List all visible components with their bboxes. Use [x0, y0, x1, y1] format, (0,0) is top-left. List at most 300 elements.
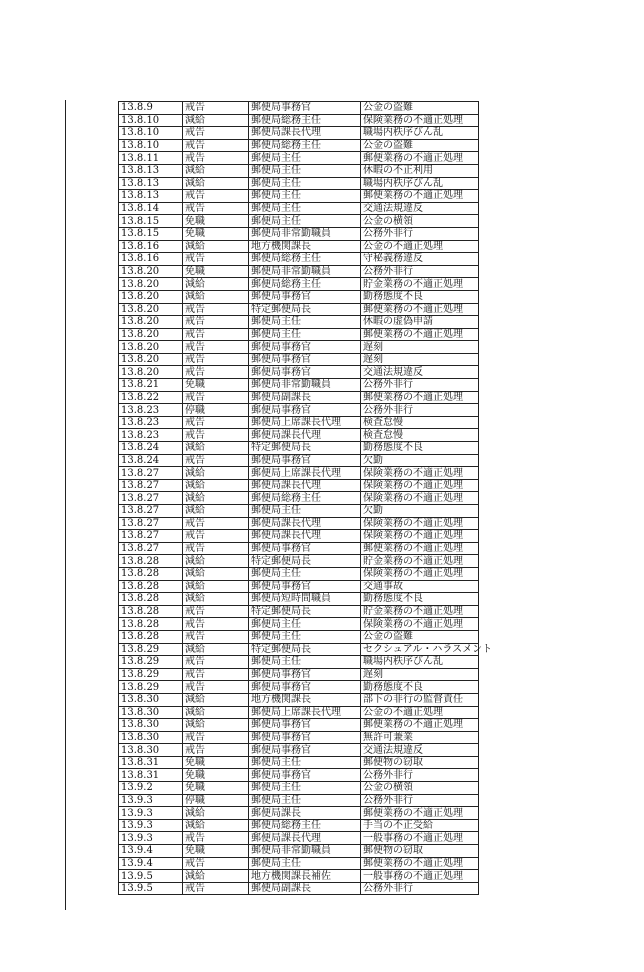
action-cell: 戒告 [183, 656, 249, 669]
position-cell: 郵便局主任 [249, 756, 361, 769]
reason-cell: 公務外非行 [361, 769, 479, 782]
action-cell: 戒告 [183, 341, 249, 354]
reason-cell: 郵便業務の不適正処理 [361, 542, 479, 555]
date-cell: 13.8.29 [119, 656, 183, 669]
position-cell: 郵便局事務官 [249, 580, 361, 593]
date-cell: 13.8.16 [119, 240, 183, 253]
action-cell: 戒告 [183, 630, 249, 643]
action-cell: 免職 [183, 215, 249, 228]
table-row [119, 341, 479, 354]
reason-cell: 保険業務の不適正処理 [361, 567, 479, 580]
reason-cell: 郵便業務の不適正処理 [361, 807, 479, 820]
position-cell: 郵便局主任 [249, 794, 361, 807]
reason-cell: 検査怠慢 [361, 429, 479, 442]
position-cell: 郵便局非常勤職員 [249, 379, 361, 392]
position-cell: 郵便局主任 [249, 857, 361, 870]
action-cell: 減給 [183, 643, 249, 656]
table-row [119, 693, 479, 706]
date-cell: 13.8.29 [119, 681, 183, 694]
table-row [119, 429, 479, 442]
action-cell: 戒告 [183, 744, 249, 757]
action-cell: 減給 [183, 240, 249, 253]
position-cell: 郵便局主任 [249, 567, 361, 580]
table-row [119, 593, 479, 606]
reason-cell: 勤務態度不良 [361, 681, 479, 694]
reason-cell: 遅刻 [361, 341, 479, 354]
action-cell: 戒告 [183, 316, 249, 329]
reason-cell: 郵便業務の不適正処理 [361, 190, 479, 203]
action-cell: 減給 [183, 114, 249, 127]
action-cell: 減給 [183, 505, 249, 518]
reason-cell: 公金の盗難 [361, 139, 479, 152]
table-row [119, 643, 479, 656]
position-cell: 郵便局上席課長代理 [249, 467, 361, 480]
reason-cell: 保険業務の不適正処理 [361, 114, 479, 127]
date-cell: 13.8.27 [119, 530, 183, 543]
action-cell: 戒告 [183, 542, 249, 555]
position-cell: 郵便局事務官 [249, 404, 361, 417]
action-cell: 戒告 [183, 832, 249, 845]
table-row [119, 756, 479, 769]
table-row [119, 366, 479, 379]
position-cell: 郵便局非常勤職員 [249, 845, 361, 858]
position-cell: 特定郵便局長 [249, 605, 361, 618]
position-cell: 郵便局課長代理 [249, 127, 361, 140]
action-cell: 免職 [183, 845, 249, 858]
date-cell: 13.8.10 [119, 139, 183, 152]
position-cell: 郵便局上席課長代理 [249, 706, 361, 719]
position-cell: 特定郵便局長 [249, 303, 361, 316]
action-cell: 免職 [183, 379, 249, 392]
reason-cell: 公務外非行 [361, 794, 479, 807]
action-cell: 免職 [183, 782, 249, 795]
table-row [119, 744, 479, 757]
position-cell: 郵便局主任 [249, 215, 361, 228]
table-row [119, 215, 479, 228]
date-cell: 13.9.3 [119, 807, 183, 820]
disciplinary-actions-table [118, 101, 493, 895]
reason-cell: 部下の非行の監督責任 [361, 693, 479, 706]
reason-cell: 保険業務の不適正処理 [361, 492, 479, 505]
reason-cell: 交通事故 [361, 580, 479, 593]
position-cell: 郵便局非常勤職員 [249, 227, 361, 240]
date-cell: 13.8.11 [119, 152, 183, 165]
position-cell: 郵便局主任 [249, 630, 361, 643]
table-row [119, 353, 479, 366]
date-cell: 13.9.5 [119, 882, 183, 895]
action-cell: 減給 [183, 479, 249, 492]
position-cell: 郵便局事務官 [249, 454, 361, 467]
reason-cell: 欠勤 [361, 505, 479, 518]
reason-cell: 郵便業務の不適正処理 [361, 328, 479, 341]
action-cell: 戒告 [183, 391, 249, 404]
reason-cell: 貯金業務の不適正処理 [361, 605, 479, 618]
table-row [119, 555, 479, 568]
action-cell: 戒告 [183, 668, 249, 681]
table-row [119, 190, 479, 203]
table-row [119, 731, 479, 744]
date-cell: 13.8.9 [119, 102, 183, 115]
position-cell: 郵便局事務官 [249, 719, 361, 732]
reason-cell: 公金の不適正処理 [361, 706, 479, 719]
reason-cell: 公務外非行 [361, 265, 479, 278]
reason-cell: 公金の盗難 [361, 102, 479, 115]
table-row [119, 454, 479, 467]
date-cell: 13.8.21 [119, 379, 183, 392]
date-cell: 13.8.10 [119, 127, 183, 140]
date-cell: 13.8.22 [119, 391, 183, 404]
action-cell: 戒告 [183, 202, 249, 215]
date-cell: 13.9.3 [119, 832, 183, 845]
reason-cell: セクシュアル・ハラスメント [361, 643, 479, 656]
action-cell: 戒告 [183, 857, 249, 870]
position-cell: 郵便局総務主任 [249, 819, 361, 832]
table-row [119, 265, 479, 278]
date-cell: 13.8.27 [119, 467, 183, 480]
reason-cell: 交通法規違反 [361, 202, 479, 215]
action-cell: 免職 [183, 756, 249, 769]
reason-cell: 欠勤 [361, 454, 479, 467]
action-cell: 減給 [183, 706, 249, 719]
action-cell: 免職 [183, 265, 249, 278]
table-row [119, 164, 479, 177]
action-cell: 戒告 [183, 152, 249, 165]
position-cell: 郵便局事務官 [249, 769, 361, 782]
date-cell: 13.8.20 [119, 303, 183, 316]
reason-cell: 勤務態度不良 [361, 442, 479, 455]
action-cell: 減給 [183, 693, 249, 706]
reason-cell: 一般事務の不適正処理 [361, 832, 479, 845]
date-cell: 13.8.28 [119, 580, 183, 593]
date-cell: 13.8.20 [119, 316, 183, 329]
reason-cell: 保険業務の不適正処理 [361, 467, 479, 480]
reason-cell: 公務外非行 [361, 882, 479, 895]
action-cell: 減給 [183, 290, 249, 303]
position-cell: 郵便局主任 [249, 316, 361, 329]
action-cell: 戒告 [183, 416, 249, 429]
reason-cell: 貯金業務の不適正処理 [361, 278, 479, 291]
position-cell: 郵便局主任 [249, 202, 361, 215]
date-cell: 13.8.20 [119, 366, 183, 379]
position-cell: 郵便局主任 [249, 152, 361, 165]
date-cell: 13.8.13 [119, 164, 183, 177]
action-cell: 減給 [183, 593, 249, 606]
reason-cell: 保険業務の不適正処理 [361, 618, 479, 631]
reason-cell: 郵便業務の不適正処理 [361, 303, 479, 316]
date-cell: 13.8.27 [119, 505, 183, 518]
left-margin-rule [65, 100, 66, 910]
action-cell: 戒告 [183, 366, 249, 379]
action-cell: 減給 [183, 807, 249, 820]
action-cell: 減給 [183, 278, 249, 291]
table-row [119, 857, 479, 870]
table-row [119, 782, 479, 795]
reason-cell: 貯金業務の不適正処理 [361, 555, 479, 568]
table-row [119, 442, 479, 455]
table-row [119, 303, 479, 316]
position-cell: 郵便局事務官 [249, 102, 361, 115]
date-cell: 13.8.27 [119, 517, 183, 530]
table-row [119, 870, 479, 883]
table-row [119, 316, 479, 329]
position-cell: 郵便局課長代理 [249, 517, 361, 530]
position-cell: 郵便局事務官 [249, 366, 361, 379]
action-cell: 減給 [183, 442, 249, 455]
position-cell: 郵便局主任 [249, 782, 361, 795]
date-cell: 13.8.30 [119, 744, 183, 757]
date-cell: 13.8.30 [119, 693, 183, 706]
action-cell: 戒告 [183, 882, 249, 895]
reason-cell: 公金の横領 [361, 215, 479, 228]
position-cell: 郵便局主任 [249, 177, 361, 190]
reason-cell: 公金の盗難 [361, 630, 479, 643]
date-cell: 13.8.30 [119, 706, 183, 719]
reason-cell: 一般事務の不適正処理 [361, 870, 479, 883]
table-row [119, 832, 479, 845]
action-cell: 停職 [183, 404, 249, 417]
table-row [119, 492, 479, 505]
date-cell: 13.9.4 [119, 857, 183, 870]
table-row [119, 719, 479, 732]
position-cell: 特定郵便局長 [249, 643, 361, 656]
action-cell: 減給 [183, 819, 249, 832]
table-row [119, 681, 479, 694]
reason-cell: 保険業務の不適正処理 [361, 479, 479, 492]
date-cell: 13.8.15 [119, 215, 183, 228]
action-cell: 戒告 [183, 139, 249, 152]
position-cell: 郵便局課長代理 [249, 429, 361, 442]
position-cell: 郵便局事務官 [249, 341, 361, 354]
position-cell: 郵便局主任 [249, 505, 361, 518]
reason-cell: 公務外非行 [361, 404, 479, 417]
position-cell: 郵便局総務主任 [249, 114, 361, 127]
table-row [119, 807, 479, 820]
table-row [119, 253, 479, 266]
reason-cell: 公金の横領 [361, 782, 479, 795]
table-row [119, 505, 479, 518]
position-cell: 郵便局課長代理 [249, 479, 361, 492]
action-cell: 戒告 [183, 190, 249, 203]
reason-cell: 公金の不適正処理 [361, 240, 479, 253]
date-cell: 13.8.27 [119, 542, 183, 555]
action-cell: 減給 [183, 567, 249, 580]
date-cell: 13.8.23 [119, 416, 183, 429]
position-cell: 郵便局総務主任 [249, 492, 361, 505]
table-row [119, 845, 479, 858]
position-cell: 郵便局上席課長代理 [249, 416, 361, 429]
date-cell: 13.8.29 [119, 668, 183, 681]
reason-cell: 郵便業務の不適正処理 [361, 719, 479, 732]
table-row [119, 542, 479, 555]
date-cell: 13.8.27 [119, 492, 183, 505]
reason-cell: 郵便業務の不適正処理 [361, 152, 479, 165]
position-cell: 郵便局事務官 [249, 681, 361, 694]
reason-cell: 職場内秩序びん乱 [361, 177, 479, 190]
date-cell: 13.8.28 [119, 618, 183, 631]
table-row [119, 567, 479, 580]
action-cell: 戒告 [183, 102, 249, 115]
reason-cell: 勤務態度不良 [361, 290, 479, 303]
reason-cell: 職場内秩序びん乱 [361, 656, 479, 669]
date-cell: 13.8.20 [119, 353, 183, 366]
table-row [119, 668, 479, 681]
reason-cell: 郵便業務の不適正処理 [361, 857, 479, 870]
table-row [119, 706, 479, 719]
table-row [119, 819, 479, 832]
position-cell: 郵便局主任 [249, 618, 361, 631]
table-row [119, 139, 479, 152]
action-cell: 減給 [183, 164, 249, 177]
position-cell: 特定郵便局長 [249, 555, 361, 568]
position-cell: 郵便局課長代理 [249, 832, 361, 845]
date-cell: 13.8.24 [119, 442, 183, 455]
table-row [119, 580, 479, 593]
date-cell: 13.8.23 [119, 429, 183, 442]
table-row [119, 328, 479, 341]
reason-cell: 交通法規違反 [361, 744, 479, 757]
date-cell: 13.9.5 [119, 870, 183, 883]
action-cell: 戒告 [183, 127, 249, 140]
date-cell: 13.8.20 [119, 278, 183, 291]
date-cell: 13.8.29 [119, 643, 183, 656]
position-cell: 郵便局主任 [249, 164, 361, 177]
date-cell: 13.9.4 [119, 845, 183, 858]
reason-cell: 検査怠慢 [361, 416, 479, 429]
date-cell: 13.8.20 [119, 290, 183, 303]
action-cell: 停職 [183, 794, 249, 807]
reason-cell: 勤務態度不良 [361, 593, 479, 606]
reason-cell: 守秘義務違反 [361, 253, 479, 266]
date-cell: 13.8.13 [119, 190, 183, 203]
date-cell: 13.8.23 [119, 404, 183, 417]
reason-cell: 公務外非行 [361, 379, 479, 392]
position-cell: 郵便局主任 [249, 190, 361, 203]
position-cell: 郵便局事務官 [249, 290, 361, 303]
date-cell: 13.8.14 [119, 202, 183, 215]
position-cell: 地方機関課長補佐 [249, 870, 361, 883]
action-cell: 減給 [183, 492, 249, 505]
table-row [119, 479, 479, 492]
position-cell: 特定郵便局長 [249, 442, 361, 455]
table-row [119, 882, 479, 895]
date-cell: 13.8.28 [119, 555, 183, 568]
table-row [119, 618, 479, 631]
action-cell: 戒告 [183, 530, 249, 543]
reason-cell: 公務外非行 [361, 227, 479, 240]
reason-cell: 無許可兼業 [361, 731, 479, 744]
reason-cell: 休暇の虚偽申請 [361, 316, 479, 329]
reason-cell: 郵便物の窃取 [361, 845, 479, 858]
date-cell: 13.9.3 [119, 794, 183, 807]
table-row [119, 290, 479, 303]
table-row [119, 152, 479, 165]
date-cell: 13.8.28 [119, 593, 183, 606]
date-cell: 13.9.3 [119, 819, 183, 832]
reason-cell: 休暇の不正利用 [361, 164, 479, 177]
position-cell: 郵便局副課長 [249, 882, 361, 895]
date-cell: 13.8.20 [119, 265, 183, 278]
date-cell: 13.8.16 [119, 253, 183, 266]
date-cell: 13.8.20 [119, 328, 183, 341]
position-cell: 郵便局事務官 [249, 353, 361, 366]
action-cell: 免職 [183, 769, 249, 782]
date-cell: 13.8.24 [119, 454, 183, 467]
reason-cell: 職場内秩序びん乱 [361, 127, 479, 140]
position-cell: 郵便局事務官 [249, 542, 361, 555]
position-cell: 郵便局短時間職員 [249, 593, 361, 606]
action-cell: 戒告 [183, 618, 249, 631]
action-cell: 戒告 [183, 253, 249, 266]
table-row [119, 656, 479, 669]
date-cell: 13.8.28 [119, 630, 183, 643]
table-row [119, 416, 479, 429]
table-row [119, 227, 479, 240]
date-cell: 13.8.13 [119, 177, 183, 190]
reason-cell: 郵便物の窃取 [361, 756, 479, 769]
position-cell: 郵便局総務主任 [249, 278, 361, 291]
date-cell: 13.8.28 [119, 567, 183, 580]
reason-cell: 交通法規違反 [361, 366, 479, 379]
date-cell: 13.8.28 [119, 605, 183, 618]
table-row [119, 278, 479, 291]
table-row [119, 102, 479, 115]
position-cell: 地方機関課長 [249, 240, 361, 253]
table-row [119, 794, 479, 807]
table-row [119, 127, 479, 140]
position-cell: 郵便局事務官 [249, 668, 361, 681]
table-row [119, 379, 479, 392]
date-cell: 13.8.31 [119, 756, 183, 769]
position-cell: 郵便局総務主任 [249, 139, 361, 152]
date-cell: 13.8.10 [119, 114, 183, 127]
reason-cell: 保険業務の不適正処理 [361, 517, 479, 530]
table-row [119, 177, 479, 190]
table-row [119, 391, 479, 404]
action-cell: 戒告 [183, 605, 249, 618]
table-body [119, 102, 493, 895]
date-cell: 13.8.20 [119, 341, 183, 354]
action-cell: 戒告 [183, 328, 249, 341]
position-cell: 郵便局事務官 [249, 731, 361, 744]
action-cell: 戒告 [183, 353, 249, 366]
position-cell: 郵便局非常勤職員 [249, 265, 361, 278]
position-cell: 郵便局事務官 [249, 744, 361, 757]
action-cell: 減給 [183, 177, 249, 190]
date-cell: 13.9.2 [119, 782, 183, 795]
date-cell: 13.8.30 [119, 719, 183, 732]
action-cell: 免職 [183, 227, 249, 240]
action-cell: 戒告 [183, 429, 249, 442]
position-cell: 郵便局主任 [249, 328, 361, 341]
date-cell: 13.8.15 [119, 227, 183, 240]
action-cell: 減給 [183, 467, 249, 480]
table-row [119, 240, 479, 253]
reason-cell: 保険業務の不適正処理 [361, 530, 479, 543]
reason-cell: 遅刻 [361, 668, 479, 681]
position-cell: 郵便局主任 [249, 656, 361, 669]
action-cell: 戒告 [183, 731, 249, 744]
table-row [119, 517, 479, 530]
position-cell: 郵便局課長代理 [249, 530, 361, 543]
action-cell: 減給 [183, 580, 249, 593]
table-row [119, 202, 479, 215]
table-row [119, 467, 479, 480]
date-cell: 13.8.30 [119, 731, 183, 744]
action-cell: 減給 [183, 555, 249, 568]
position-cell: 郵便局副課長 [249, 391, 361, 404]
action-cell: 減給 [183, 719, 249, 732]
position-cell: 地方機関課長 [249, 693, 361, 706]
